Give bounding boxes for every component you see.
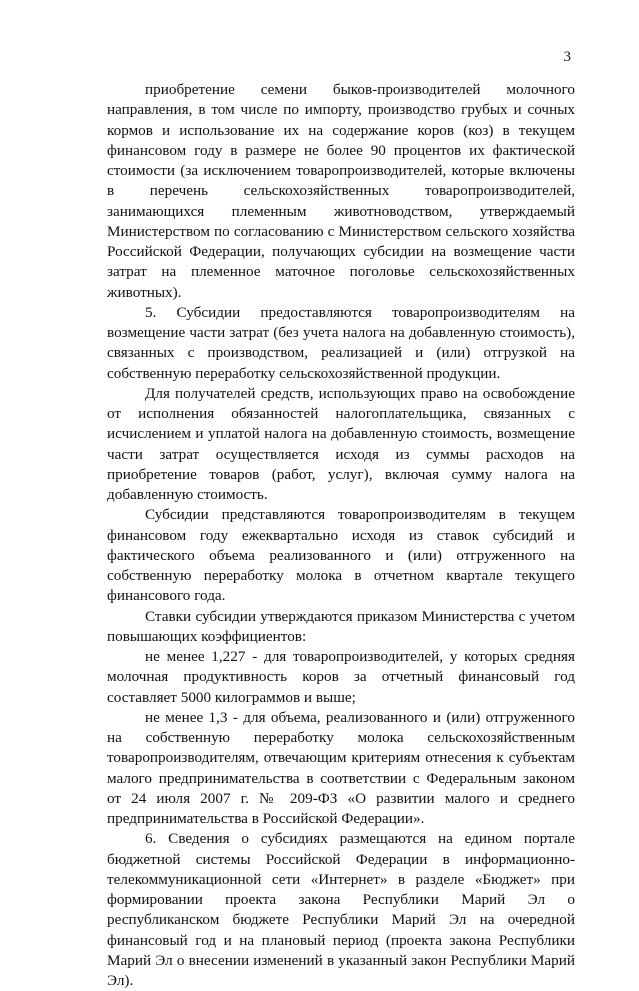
paragraph-section-6: 6. Сведения о субсидиях размещаются на едином портале бюджетной системы Российской Федерации в информационно-телекоммуникационной сети «Интернет» в разделе «Бюджет» при формировании проекта закона Республики Марий Эл о республиканском бюджете Республики Марий Эл на очередной финансовый год и на плановый период (проекта закона Республики Марий Эл о внесении изменений в указанный закон Республики Марий Эл). bbox=[107, 830, 575, 989]
paragraph-quarterly-subsidies: Субсидии представляются товаропроизводителям в текущем финансовом году ежеквартально исходя из ставок субсидий и фактического объема реализованного и (или) отгруженного на собственную переработку молока в отчетном квартале текущего финансового года. bbox=[107, 506, 575, 605]
paragraph-vat-exemption: Для получателей средств, использующих право на освобождение от исполнения обязанностей налогоплательщика, связанных с исчислением и уплатой налога на добавленную стоимость, возмещение части затрат осуществляется исходя из суммы расходов на приобретение товаров (работ, услуг), включая сумму налога на добавленную стоимость. bbox=[107, 384, 575, 503]
paragraph-section-5: 5. Субсидии предоставляются товаропроизводителям на возмещение части затрат (без учета налога на добавленную стоимость), связанных с производством, реализацией и (или) отгрузкой на собственную переработку сельскохозяйственной продукции. bbox=[107, 303, 575, 382]
document-body bbox=[107, 80, 575, 991]
paragraph-subsidy-rates: Ставки субсидии утверждаются приказом Министерства с учетом повышающих коэффициентов: bbox=[107, 607, 575, 645]
page-number: 3 bbox=[563, 49, 571, 65]
paragraph-coefficient-13: не менее 1,3 - для объема, реализованного и (или) отгруженного на собственную переработку молока сельскохозяйственным товаропроизводителям, отвечающим критериям отнесения к субъектам малого предпринимательства в соответствии с Федеральным законом от 24 июля 2007 г. № 209-ФЗ «О развитии малого и среднего предпринимательства в Российской Федерации». bbox=[107, 708, 575, 827]
paragraph-coefficient-1227: не менее 1,227 - для товаропроизводителей, у которых средняя молочная продуктивность коров за отчетный финансовый год составляет 5000 килограммов и выше; bbox=[107, 648, 575, 706]
paragraph-purchase-semen: приобретение семени быков-производителей молочного направления, в том числе по импорту, производство грубых и сочных кормов и использование их на содержание коров (коз) в текущем финансовом году в размере не более 90 процентов их фактической стоимости (за исключением товаропроизводителей, которые включены в перечень сельскохозяйственных товаропроизводителей, занимающихся племенным животноводством, утверждаемый Министерством по согласованию с Министерством сельского хозяйства Российской Федерации, получающих субсидии на возмещение части затрат на племенное маточное поголовье сельскохозяйственных животных). bbox=[107, 81, 575, 301]
